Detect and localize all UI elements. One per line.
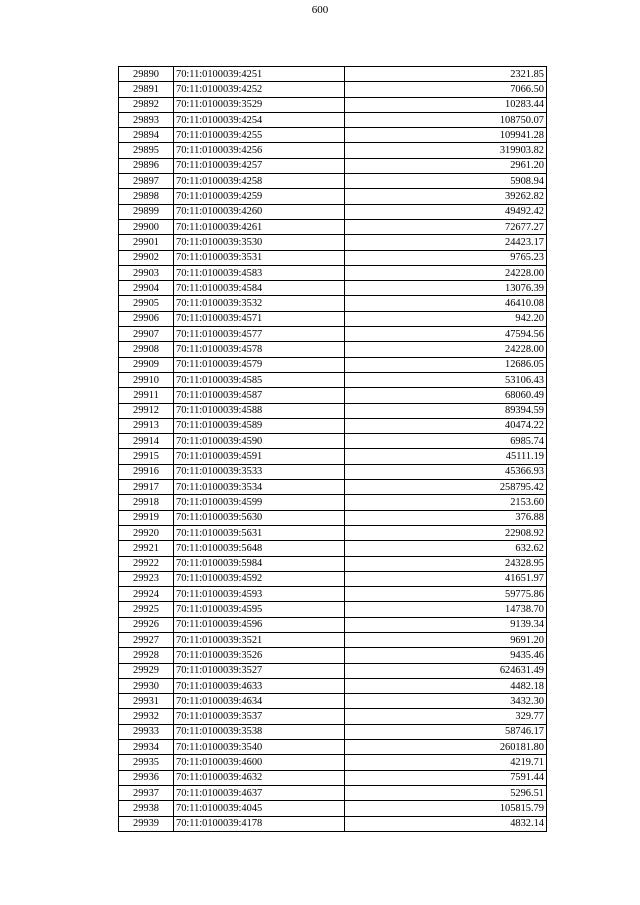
cadastral-number-cell: 70:11:0100039:4589 xyxy=(174,418,345,433)
value-cell: 109941.28 xyxy=(345,128,547,143)
cadastral-number-cell: 70:11:0100039:4590 xyxy=(174,434,345,449)
value-cell: 7066.50 xyxy=(345,82,547,97)
row-number-cell: 29906 xyxy=(119,311,174,326)
row-number-cell: 29932 xyxy=(119,709,174,724)
table-row xyxy=(119,327,547,342)
value-cell: 6985.74 xyxy=(345,434,547,449)
value-cell: 47594.56 xyxy=(345,327,547,342)
row-number-cell: 29893 xyxy=(119,112,174,127)
row-number-cell: 29905 xyxy=(119,296,174,311)
row-number-cell: 29891 xyxy=(119,82,174,97)
table-row xyxy=(119,587,547,602)
cadastral-number-cell: 70:11:0100039:3532 xyxy=(174,296,345,311)
table-row xyxy=(119,464,547,479)
value-cell: 108750.07 xyxy=(345,112,547,127)
value-cell: 4219.71 xyxy=(345,755,547,770)
row-number-cell: 29912 xyxy=(119,403,174,418)
cadastral-number-cell: 70:11:0100039:3538 xyxy=(174,724,345,739)
table-row xyxy=(119,648,547,663)
row-number-cell: 29896 xyxy=(119,158,174,173)
value-cell: 2961.20 xyxy=(345,158,547,173)
cadastral-number-cell: 70:11:0100039:4591 xyxy=(174,449,345,464)
value-cell: 4832.14 xyxy=(345,816,547,831)
value-cell: 2321.85 xyxy=(345,67,547,82)
row-number-cell: 29918 xyxy=(119,495,174,510)
row-number-cell: 29921 xyxy=(119,541,174,556)
table-row xyxy=(119,663,547,678)
cadastral-number-cell: 70:11:0100039:4260 xyxy=(174,204,345,219)
value-cell: 59775.86 xyxy=(345,587,547,602)
value-cell: 58746.17 xyxy=(345,724,547,739)
row-number-cell: 29927 xyxy=(119,632,174,647)
row-number-cell: 29934 xyxy=(119,740,174,755)
table-row xyxy=(119,480,547,495)
cadastral-number-cell: 70:11:0100039:4584 xyxy=(174,281,345,296)
row-number-cell: 29900 xyxy=(119,219,174,234)
table-row xyxy=(119,311,547,326)
table-row xyxy=(119,556,547,571)
table-row xyxy=(119,82,547,97)
row-number-cell: 29931 xyxy=(119,694,174,709)
cadastral-number-cell: 70:11:0100039:4257 xyxy=(174,158,345,173)
cadastral-number-cell: 70:11:0100039:4571 xyxy=(174,311,345,326)
table-row xyxy=(119,250,547,265)
cadastral-number-cell: 70:11:0100039:4596 xyxy=(174,617,345,632)
row-number-cell: 29899 xyxy=(119,204,174,219)
cadastral-number-cell: 70:11:0100039:4579 xyxy=(174,357,345,372)
table-row xyxy=(119,785,547,800)
cadastral-number-cell: 70:11:0100039:4595 xyxy=(174,602,345,617)
value-cell: 13076.39 xyxy=(345,281,547,296)
table-row xyxy=(119,388,547,403)
row-number-cell: 29937 xyxy=(119,785,174,800)
row-number-cell: 29935 xyxy=(119,755,174,770)
table-body xyxy=(119,67,547,832)
value-cell: 9139.34 xyxy=(345,617,547,632)
row-number-cell: 29917 xyxy=(119,480,174,495)
table-row xyxy=(119,112,547,127)
cadastral-number-cell: 70:11:0100039:3540 xyxy=(174,740,345,755)
table-row xyxy=(119,67,547,82)
cadastral-number-cell: 70:11:0100039:4637 xyxy=(174,785,345,800)
row-number-cell: 29939 xyxy=(119,816,174,831)
row-number-cell: 29923 xyxy=(119,571,174,586)
cadastral-number-cell: 70:11:0100039:4599 xyxy=(174,495,345,510)
row-number-cell: 29892 xyxy=(119,97,174,112)
cadastral-number-cell: 70:11:0100039:4178 xyxy=(174,816,345,831)
cadastral-number-cell: 70:11:0100039:3529 xyxy=(174,97,345,112)
cadastral-number-cell: 70:11:0100039:4593 xyxy=(174,587,345,602)
row-number-cell: 29925 xyxy=(119,602,174,617)
table-row xyxy=(119,617,547,632)
value-cell: 10283.44 xyxy=(345,97,547,112)
table-row xyxy=(119,632,547,647)
cadastral-number-cell: 70:11:0100039:4585 xyxy=(174,372,345,387)
row-number-cell: 29894 xyxy=(119,128,174,143)
cadastral-number-cell: 70:11:0100039:4583 xyxy=(174,265,345,280)
row-number-cell: 29902 xyxy=(119,250,174,265)
value-cell: 49492.42 xyxy=(345,204,547,219)
table-row xyxy=(119,602,547,617)
row-number-cell: 29907 xyxy=(119,327,174,342)
cadastral-number-cell: 70:11:0100039:5630 xyxy=(174,510,345,525)
value-cell: 72677.27 xyxy=(345,219,547,234)
table-row xyxy=(119,694,547,709)
row-number-cell: 29928 xyxy=(119,648,174,663)
value-cell: 53106.43 xyxy=(345,372,547,387)
cadastral-number-cell: 70:11:0100039:4256 xyxy=(174,143,345,158)
table-row xyxy=(119,265,547,280)
cadastral-number-cell: 70:11:0100039:3533 xyxy=(174,464,345,479)
cadastral-number-cell: 70:11:0100039:4634 xyxy=(174,694,345,709)
cadastral-number-cell: 70:11:0100039:5984 xyxy=(174,556,345,571)
value-cell: 105815.79 xyxy=(345,801,547,816)
cadastral-number-cell: 70:11:0100039:4578 xyxy=(174,342,345,357)
row-number-cell: 29916 xyxy=(119,464,174,479)
value-cell: 5908.94 xyxy=(345,174,547,189)
row-number-cell: 29914 xyxy=(119,434,174,449)
value-cell: 24423.17 xyxy=(345,235,547,250)
cadastral-number-cell: 70:11:0100039:3530 xyxy=(174,235,345,250)
value-cell: 319903.82 xyxy=(345,143,547,158)
table-row xyxy=(119,525,547,540)
table-row xyxy=(119,219,547,234)
table-row xyxy=(119,403,547,418)
cadastral-number-cell: 70:11:0100039:4632 xyxy=(174,770,345,785)
cadastral-number-cell: 70:11:0100039:4600 xyxy=(174,755,345,770)
value-cell: 39262.82 xyxy=(345,189,547,204)
row-number-cell: 29920 xyxy=(119,525,174,540)
cadastral-number-cell: 70:11:0100039:4251 xyxy=(174,67,345,82)
table-row xyxy=(119,342,547,357)
value-cell: 9435.46 xyxy=(345,648,547,663)
table-row xyxy=(119,709,547,724)
row-number-cell: 29936 xyxy=(119,770,174,785)
cadastral-number-cell: 70:11:0100039:3537 xyxy=(174,709,345,724)
value-cell: 3432.30 xyxy=(345,694,547,709)
value-cell: 9691.20 xyxy=(345,632,547,647)
table-row xyxy=(119,189,547,204)
cadastral-number-cell: 70:11:0100039:4255 xyxy=(174,128,345,143)
value-cell: 12686.05 xyxy=(345,357,547,372)
table-row xyxy=(119,434,547,449)
value-cell: 632.62 xyxy=(345,541,547,556)
row-number-cell: 29915 xyxy=(119,449,174,464)
value-cell: 376.88 xyxy=(345,510,547,525)
row-number-cell: 29901 xyxy=(119,235,174,250)
table-row xyxy=(119,296,547,311)
row-number-cell: 29922 xyxy=(119,556,174,571)
value-cell: 41651.97 xyxy=(345,571,547,586)
value-cell: 68060.49 xyxy=(345,388,547,403)
value-cell: 942.20 xyxy=(345,311,547,326)
value-cell: 14738.70 xyxy=(345,602,547,617)
cadastral-number-cell: 70:11:0100039:4587 xyxy=(174,388,345,403)
cadastral-number-cell: 70:11:0100039:3526 xyxy=(174,648,345,663)
table-row xyxy=(119,97,547,112)
table-row xyxy=(119,281,547,296)
cadastral-number-cell: 70:11:0100039:3521 xyxy=(174,632,345,647)
value-cell: 260181.80 xyxy=(345,740,547,755)
row-number-cell: 29908 xyxy=(119,342,174,357)
cadastral-number-cell: 70:11:0100039:4045 xyxy=(174,801,345,816)
table-row xyxy=(119,143,547,158)
value-cell: 40474.22 xyxy=(345,418,547,433)
row-number-cell: 29910 xyxy=(119,372,174,387)
table-row xyxy=(119,740,547,755)
row-number-cell: 29909 xyxy=(119,357,174,372)
row-number-cell: 29904 xyxy=(119,281,174,296)
cadastral-number-cell: 70:11:0100039:4633 xyxy=(174,678,345,693)
cadastral-number-cell: 70:11:0100039:4258 xyxy=(174,174,345,189)
cadastral-number-cell: 70:11:0100039:5631 xyxy=(174,525,345,540)
cadastral-number-cell: 70:11:0100039:4577 xyxy=(174,327,345,342)
row-number-cell: 29898 xyxy=(119,189,174,204)
row-number-cell: 29929 xyxy=(119,663,174,678)
table-row xyxy=(119,801,547,816)
cadastral-number-cell: 70:11:0100039:4252 xyxy=(174,82,345,97)
row-number-cell: 29911 xyxy=(119,388,174,403)
value-cell: 45111.19 xyxy=(345,449,547,464)
row-number-cell: 29933 xyxy=(119,724,174,739)
value-cell: 46410.08 xyxy=(345,296,547,311)
value-cell: 24228.00 xyxy=(345,265,547,280)
value-cell: 4482.18 xyxy=(345,678,547,693)
row-number-cell: 29895 xyxy=(119,143,174,158)
cadastral-number-cell: 70:11:0100039:4261 xyxy=(174,219,345,234)
row-number-cell: 29890 xyxy=(119,67,174,82)
row-number-cell: 29897 xyxy=(119,174,174,189)
row-number-cell: 29919 xyxy=(119,510,174,525)
table-row xyxy=(119,372,547,387)
value-cell: 22908.92 xyxy=(345,525,547,540)
value-cell: 89394.59 xyxy=(345,403,547,418)
cadastral-value-table xyxy=(118,66,547,832)
row-number-cell: 29913 xyxy=(119,418,174,433)
cadastral-number-cell: 70:11:0100039:4259 xyxy=(174,189,345,204)
value-cell: 5296.51 xyxy=(345,785,547,800)
row-number-cell: 29903 xyxy=(119,265,174,280)
row-number-cell: 29926 xyxy=(119,617,174,632)
table-row xyxy=(119,816,547,831)
value-cell: 2153.60 xyxy=(345,495,547,510)
value-cell: 7591.44 xyxy=(345,770,547,785)
page-number: 600 xyxy=(311,4,329,16)
value-cell: 329.77 xyxy=(345,709,547,724)
table-row xyxy=(119,204,547,219)
value-cell: 624631.49 xyxy=(345,663,547,678)
cadastral-number-cell: 70:11:0100039:3531 xyxy=(174,250,345,265)
value-cell: 45366.93 xyxy=(345,464,547,479)
table-row xyxy=(119,495,547,510)
value-cell: 24328.95 xyxy=(345,556,547,571)
row-number-cell: 29924 xyxy=(119,587,174,602)
table-row xyxy=(119,571,547,586)
table-row xyxy=(119,158,547,173)
cadastral-number-cell: 70:11:0100039:3534 xyxy=(174,480,345,495)
cadastral-number-cell: 70:11:0100039:4588 xyxy=(174,403,345,418)
row-number-cell: 29930 xyxy=(119,678,174,693)
cadastral-number-cell: 70:11:0100039:5648 xyxy=(174,541,345,556)
table-row xyxy=(119,770,547,785)
cadastral-number-cell: 70:11:0100039:4592 xyxy=(174,571,345,586)
table-row xyxy=(119,755,547,770)
table-row xyxy=(119,678,547,693)
table-row xyxy=(119,235,547,250)
table-row xyxy=(119,174,547,189)
row-number-cell: 29938 xyxy=(119,801,174,816)
table-row xyxy=(119,724,547,739)
table-row xyxy=(119,510,547,525)
table-row xyxy=(119,541,547,556)
value-cell: 258795.42 xyxy=(345,480,547,495)
value-cell: 9765.23 xyxy=(345,250,547,265)
table-row xyxy=(119,449,547,464)
table-row xyxy=(119,128,547,143)
table-row xyxy=(119,418,547,433)
cadastral-number-cell: 70:11:0100039:3527 xyxy=(174,663,345,678)
table-row xyxy=(119,357,547,372)
value-cell: 24228.00 xyxy=(345,342,547,357)
cadastral-number-cell: 70:11:0100039:4254 xyxy=(174,112,345,127)
